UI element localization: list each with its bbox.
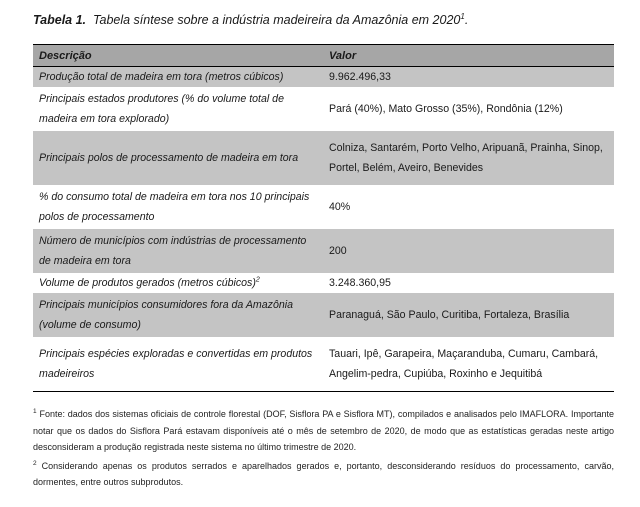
table-row bbox=[33, 337, 614, 392]
caption-end: . bbox=[464, 13, 469, 27]
row-value: Tauari, Ipê, Garapeira, Maçaranduba, Cumaru, Cambará, Angelim-pedra, Cupiúba, Roxinho e Jequitibá bbox=[323, 337, 614, 392]
footnote-text: Considerando apenas os produtos serrados e aparelhados gerados e, portanto, desconsiderando resíduos do processamento, carvão, dormentes, entre outros subprodutos. bbox=[33, 460, 614, 487]
row-description: Principais estados produtores (% do volume total de madeira em tora explorado) bbox=[39, 93, 284, 125]
row-value: Paranaguá, São Paulo, Curitiba, Fortaleza, Brasília bbox=[323, 293, 614, 337]
footnote-2 bbox=[33, 458, 614, 491]
footnote-marker: 2 bbox=[33, 459, 37, 467]
table-row bbox=[33, 273, 614, 293]
footnote-marker: 1 bbox=[33, 408, 37, 415]
table-row bbox=[33, 67, 614, 88]
row-value: 40% bbox=[329, 201, 351, 213]
caption-footnote-marker: 1 bbox=[460, 11, 465, 21]
row-description: Principais municípios consumidores fora da Amazônia (volume de consumo) bbox=[33, 293, 323, 337]
table-row bbox=[33, 131, 614, 185]
table-row bbox=[33, 229, 614, 273]
header-value: Valor bbox=[323, 45, 614, 67]
table-caption bbox=[33, 10, 623, 30]
table-row bbox=[33, 293, 614, 337]
footnote-text: Fonte: dados dos sistemas oficiais de controle florestal (DOF, Sisflora PA e Sisflora MT), compilados e analisados pelo IMAFLORA. Importante notar que os dados do Sisflora Pará estavam disponíveis até o mês de setembro de 2020, de modo que as estatísticas geradas neste artigo desconsideram a produção registrada neste sistema no último trimestre de 2020. bbox=[33, 409, 614, 452]
row-footnote-marker: 2 bbox=[255, 276, 260, 284]
table-row bbox=[33, 87, 614, 131]
row-description: Produção total de madeira em tora (metros cúbicos) bbox=[33, 67, 323, 88]
caption-text: Tabela síntese sobre a indústria madeireira da Amazônia em 2020 bbox=[93, 13, 461, 27]
footnote-1 bbox=[33, 406, 614, 456]
row-description: % do consumo total de madeira em tora nos 10 principais polos de processamento bbox=[39, 191, 310, 223]
header-description: Descrição bbox=[33, 45, 323, 67]
table-row bbox=[33, 185, 614, 229]
row-description-text: Volume de produtos gerados (metros cúbicos) bbox=[39, 277, 256, 289]
row-value: 9.962.496,33 bbox=[323, 67, 614, 88]
row-description bbox=[33, 273, 323, 293]
summary-table bbox=[33, 44, 614, 392]
row-description: Principais espécies exploradas e convertidas em produtos madeireiros bbox=[33, 337, 323, 392]
table-header-row bbox=[33, 45, 614, 67]
row-value: 3.248.360,95 bbox=[329, 277, 391, 289]
footnotes bbox=[33, 406, 614, 493]
row-description: Principais polos de processamento de madeira em tora bbox=[33, 131, 323, 185]
row-value: Colniza, Santarém, Porto Velho, Aripuanã, Prainha, Sinop, Portel, Belém, Aveiro, Benevides bbox=[323, 131, 614, 185]
caption-label: Tabela 1. bbox=[33, 13, 87, 27]
row-value: 200 bbox=[323, 229, 614, 273]
row-value: Pará (40%), Mato Grosso (35%), Rondônia (12%) bbox=[329, 103, 563, 115]
row-description: Número de municípios com indústrias de processamento de madeira em tora bbox=[33, 229, 323, 273]
